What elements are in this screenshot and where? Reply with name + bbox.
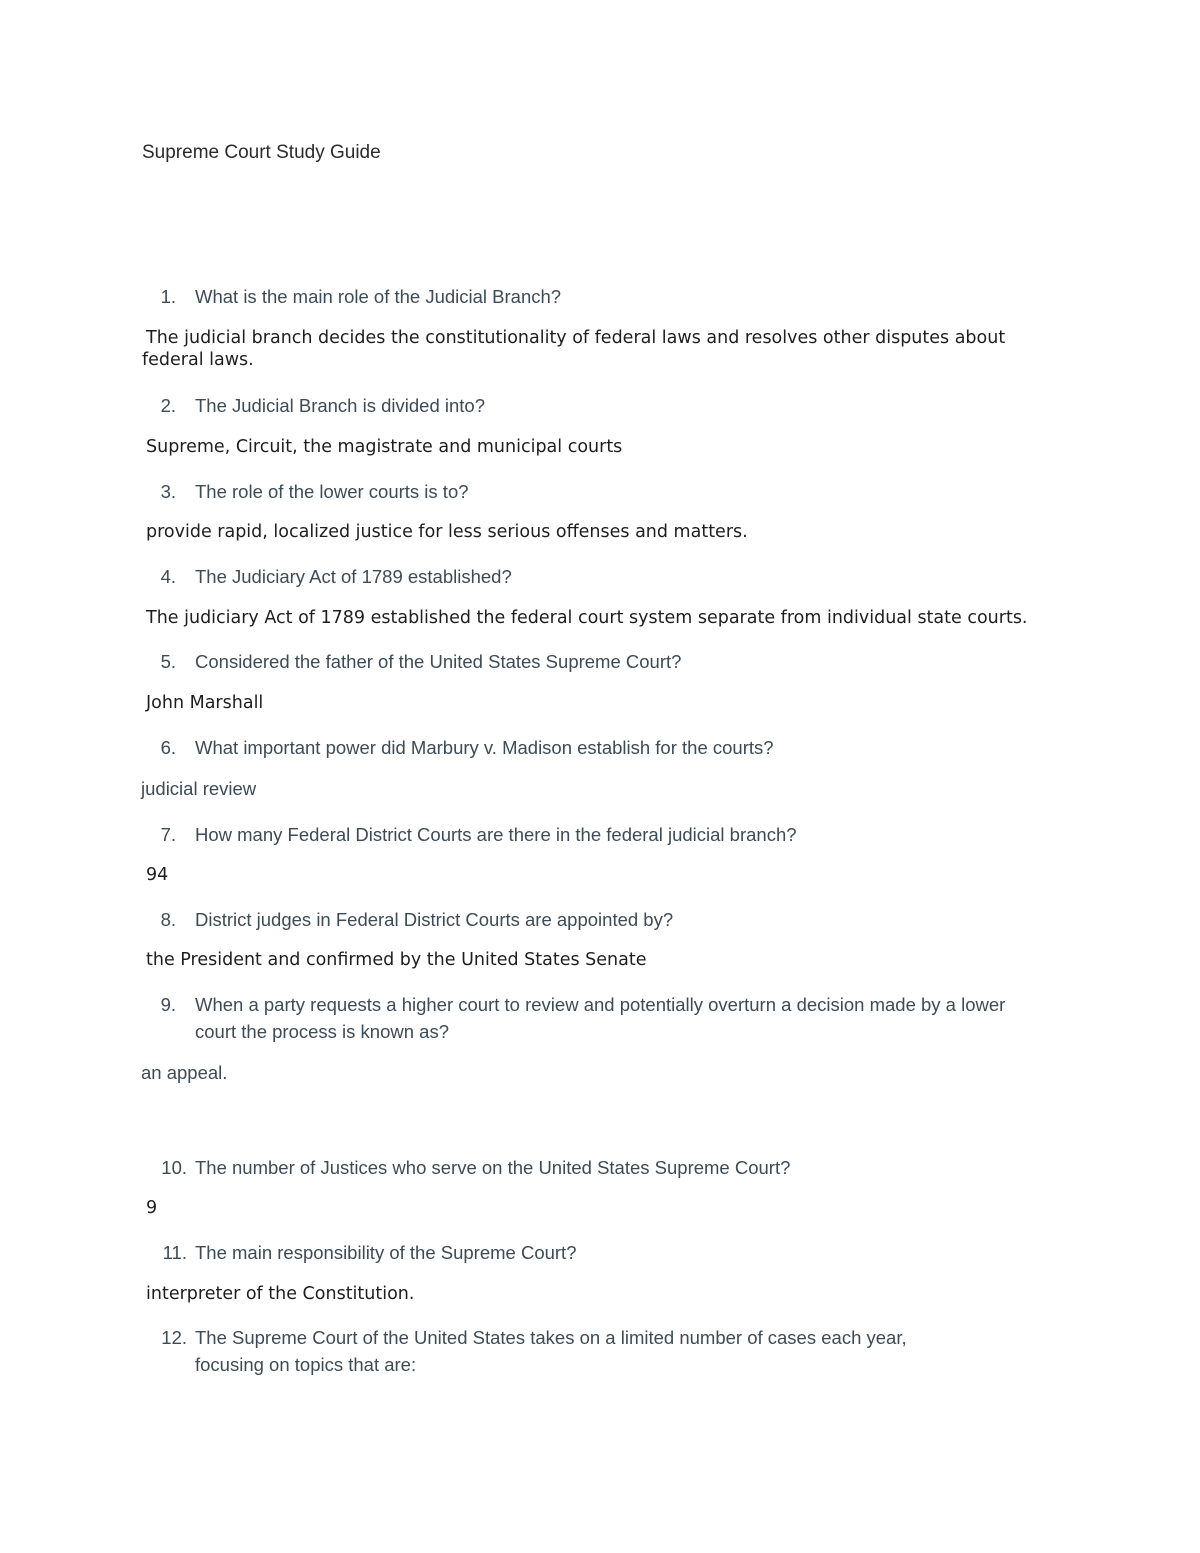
question-text: The main responsibility of the Supreme Court? <box>195 1242 577 1263</box>
question-text: How many Federal District Courts are there in the federal judicial branch? <box>195 824 797 845</box>
question-text: Considered the father of the United States Supreme Court? <box>195 651 682 672</box>
answer-11: interpreter of the Constitution. <box>146 1284 415 1304</box>
answer-7: 94 <box>146 865 169 885</box>
question-text: What important power did Marbury v. Madison establish for the courts? <box>195 737 774 758</box>
question-text: The Supreme Court of the United States takes on a limited number of cases each year, focusing on topics that are: <box>195 1327 907 1375</box>
question-text: The number of Justices who serve on the United States Supreme Court? <box>195 1157 791 1178</box>
question-text: District judges in Federal District Courts are appointed by? <box>195 909 674 930</box>
question-number: 7. <box>160 824 176 845</box>
answer-1: The judicial branch decides the constitutionality of federal laws and resolves other disputes about federal laws. <box>142 328 1006 370</box>
question-number: 3. <box>160 481 176 502</box>
question-number: 6. <box>160 737 176 758</box>
question-number: 12. <box>161 1327 187 1348</box>
question-number: 2. <box>160 395 176 416</box>
question-text: When a party requests a higher court to review and potentially overturn a decision made by a lower court the process is known as? <box>195 994 1006 1042</box>
answer-2: Supreme, Circuit, the magistrate and municipal courts <box>146 437 623 457</box>
question-number: 8. <box>160 909 176 930</box>
question-number: 9. <box>160 994 176 1015</box>
question-text: The Judiciary Act of 1789 established? <box>195 566 512 587</box>
question-number: 11. <box>162 1242 187 1263</box>
answer-4: The judiciary Act of 1789 established the federal court system separate from individual state courts. <box>146 608 1028 628</box>
answer-8: the President and confirmed by the United States Senate <box>146 950 647 970</box>
question-text: The Judicial Branch is divided into? <box>195 395 485 416</box>
question-number: 4. <box>160 566 176 587</box>
answer-10: 9 <box>146 1198 158 1218</box>
document-title: Supreme Court Study Guide <box>142 142 381 163</box>
question-number: 10. <box>161 1157 187 1178</box>
question-number: 5. <box>160 651 176 672</box>
answer-5: John Marshall <box>146 693 264 713</box>
question-text: What is the main role of the Judicial Branch? <box>195 286 562 307</box>
question-text: The role of the lower courts is to? <box>195 481 469 502</box>
answer-9: an appeal. <box>141 1062 228 1083</box>
question-number: 1. <box>160 286 176 307</box>
answer-3: provide rapid, localized justice for less serious offenses and matters. <box>146 522 748 542</box>
answer-6: judicial review <box>141 778 257 799</box>
